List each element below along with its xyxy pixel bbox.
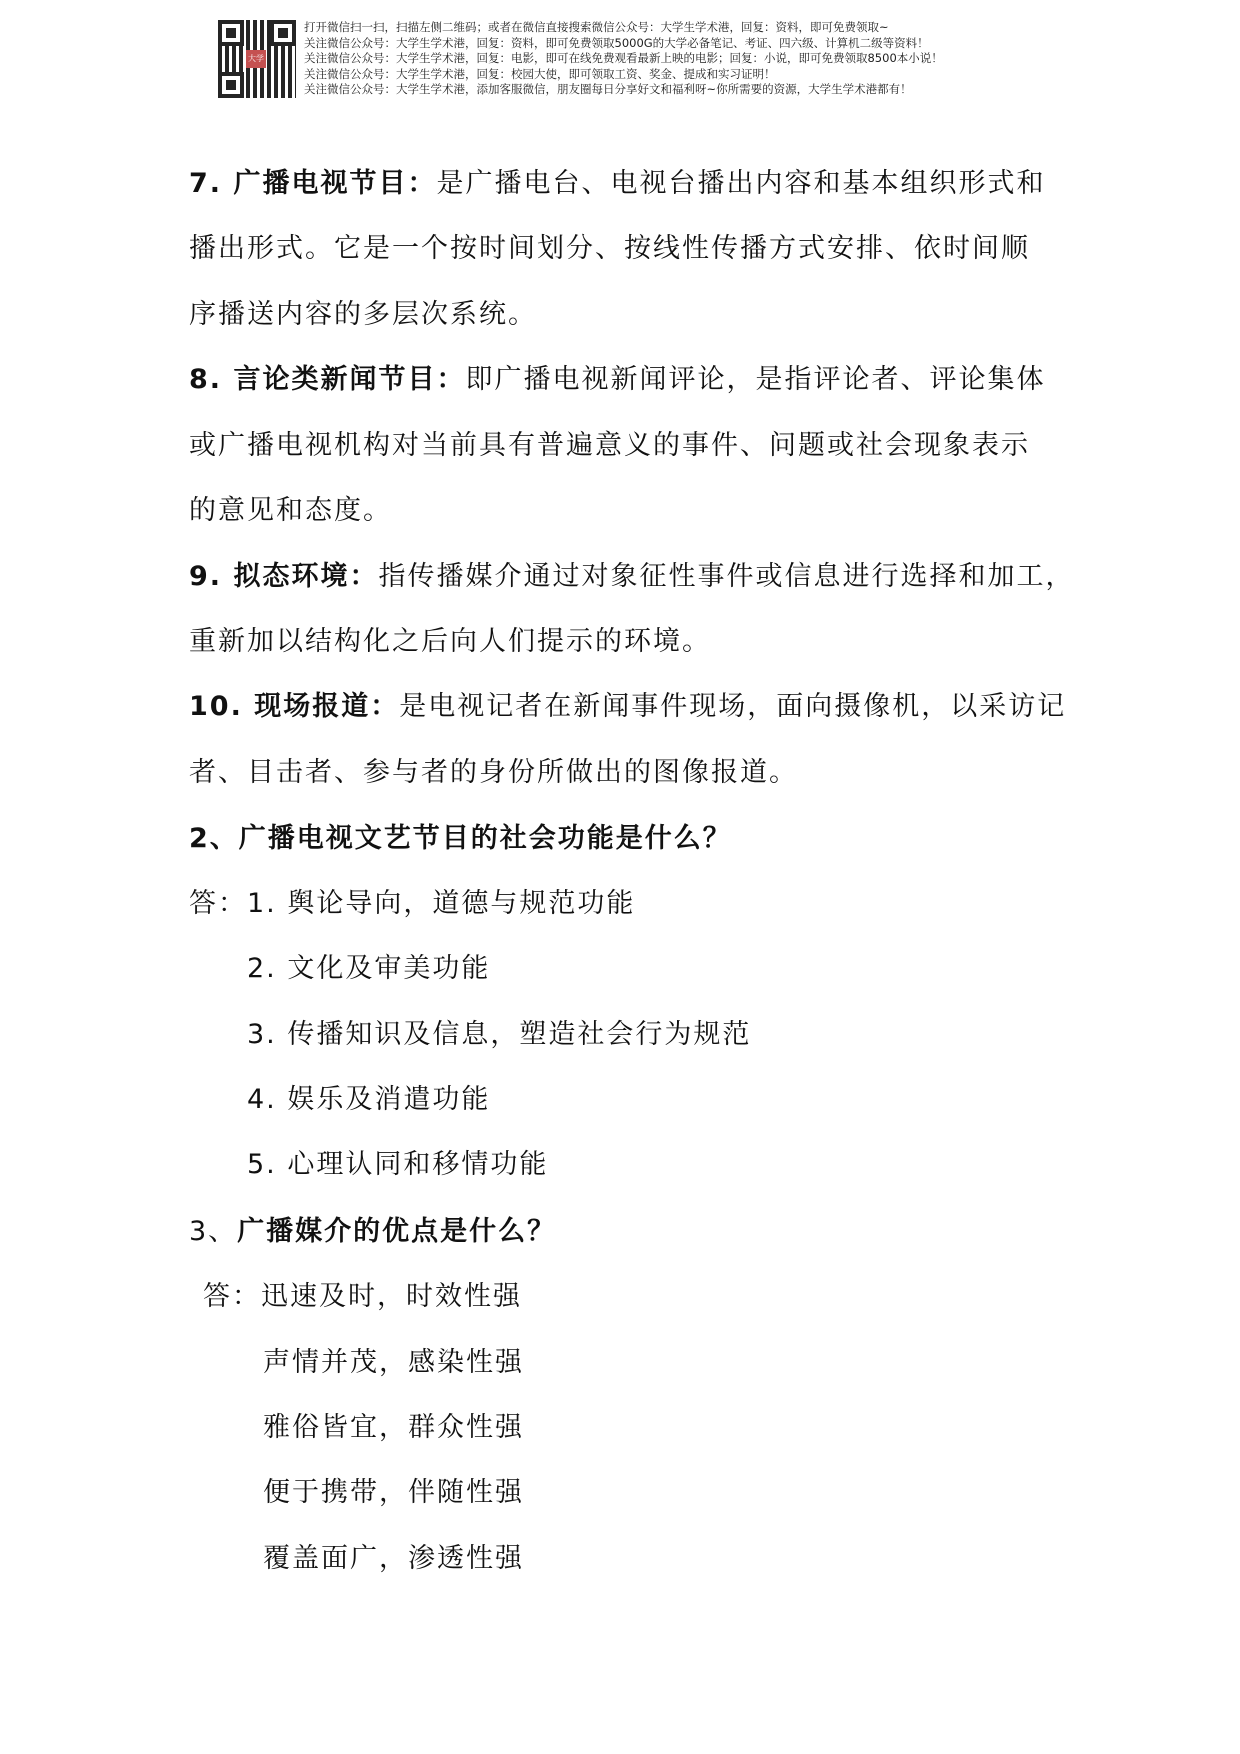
qr-code	[218, 20, 296, 98]
definition-text: 即广播电视新闻评论，是指评论者、评论集体	[465, 364, 1046, 395]
answer-line: 2. 文化及审美功能	[247, 953, 491, 984]
qr-logo: 大学	[246, 50, 266, 68]
term: 7. 广播电视节目：	[189, 168, 437, 199]
promo-header	[218, 20, 943, 98]
promo-line: 关注微信公众号：大学生学术港，回复：校园大使，即可领取工资、奖金、提成和实习证明！	[304, 66, 776, 81]
question-2: 2、广播电视文艺节目的社会功能是什么？	[189, 823, 732, 854]
answer-line: 声情并茂，感染性强	[263, 1347, 524, 1378]
definition-text: 指传播媒介通过对象征性事件或信息进行选择和加工，	[378, 561, 1075, 592]
definition-7	[189, 167, 1045, 201]
promo-line: 关注微信公众号：大学生学术港，添加客服微信，朋友圈每日分享好文和福利呀~你所需要的资源，大学生学术港都有！	[304, 82, 912, 97]
text-line: 序播送内容的多层次系统。	[189, 299, 537, 330]
text-line: 或广播电视机构对当前具有普遍意义的事件、问题或社会现象表示	[189, 430, 1030, 461]
answer-line: 4. 娱乐及消遣功能	[247, 1084, 491, 1115]
promo-line: 关注微信公众号：大学生学术港，回复：电影，即可在线免费观看最新上映的电影；回复：小说，即可免费领取8500本小说！	[304, 51, 943, 66]
answer-line: 5. 心理认同和移情功能	[247, 1149, 549, 1180]
text-line: 的意见和态度。	[189, 495, 392, 526]
definition-9	[189, 560, 1074, 594]
definition-text: 是广播电台、电视台播出内容和基本组织形式和	[436, 168, 1046, 199]
answer-line: 答：迅速及时，时效性强	[203, 1281, 522, 1312]
answer-line: 3. 传播知识及信息，塑造社会行为规范	[247, 1019, 752, 1050]
answer-line: 雅俗皆宜，群众性强	[263, 1412, 524, 1443]
term: 9. 拟态环境：	[189, 561, 379, 592]
answer-line: 便于携带，伴随性强	[263, 1477, 524, 1508]
answer-line: 覆盖面广，渗透性强	[263, 1543, 524, 1574]
promo-line: 打开微信扫一扫，扫描左侧二维码；或者在微信直接搜索微信公众号：大学生学术港，回复：资料，即可免费领取~	[304, 20, 889, 34]
text-line: 播出形式。它是一个按时间划分、按线性传播方式安排、依时间顺	[189, 233, 1030, 264]
question-3	[189, 1215, 556, 1249]
term: 10. 现场报道：	[189, 691, 400, 722]
answer-line: 答：1. 舆论导向，道德与规范功能	[189, 888, 636, 919]
promo-line: 关注微信公众号：大学生学术港，回复：资料，即可免费领取5000G的大学必备笔记、考证、四六级、计算机二级等资料！	[304, 35, 929, 50]
question-number: 3、	[189, 1216, 238, 1247]
question-text: 广播媒介的优点是什么？	[237, 1216, 557, 1247]
text-line: 重新加以结构化之后向人们提示的环境。	[189, 626, 711, 657]
definition-text: 是电视记者在新闻事件现场，面向摄像机，以采访记	[399, 691, 1067, 722]
text-line: 者、目击者、参与者的身份所做出的图像报道。	[189, 757, 798, 788]
term: 8. 言论类新闻节目：	[189, 364, 466, 395]
definition-8	[189, 363, 1045, 397]
definition-10	[189, 690, 1066, 724]
